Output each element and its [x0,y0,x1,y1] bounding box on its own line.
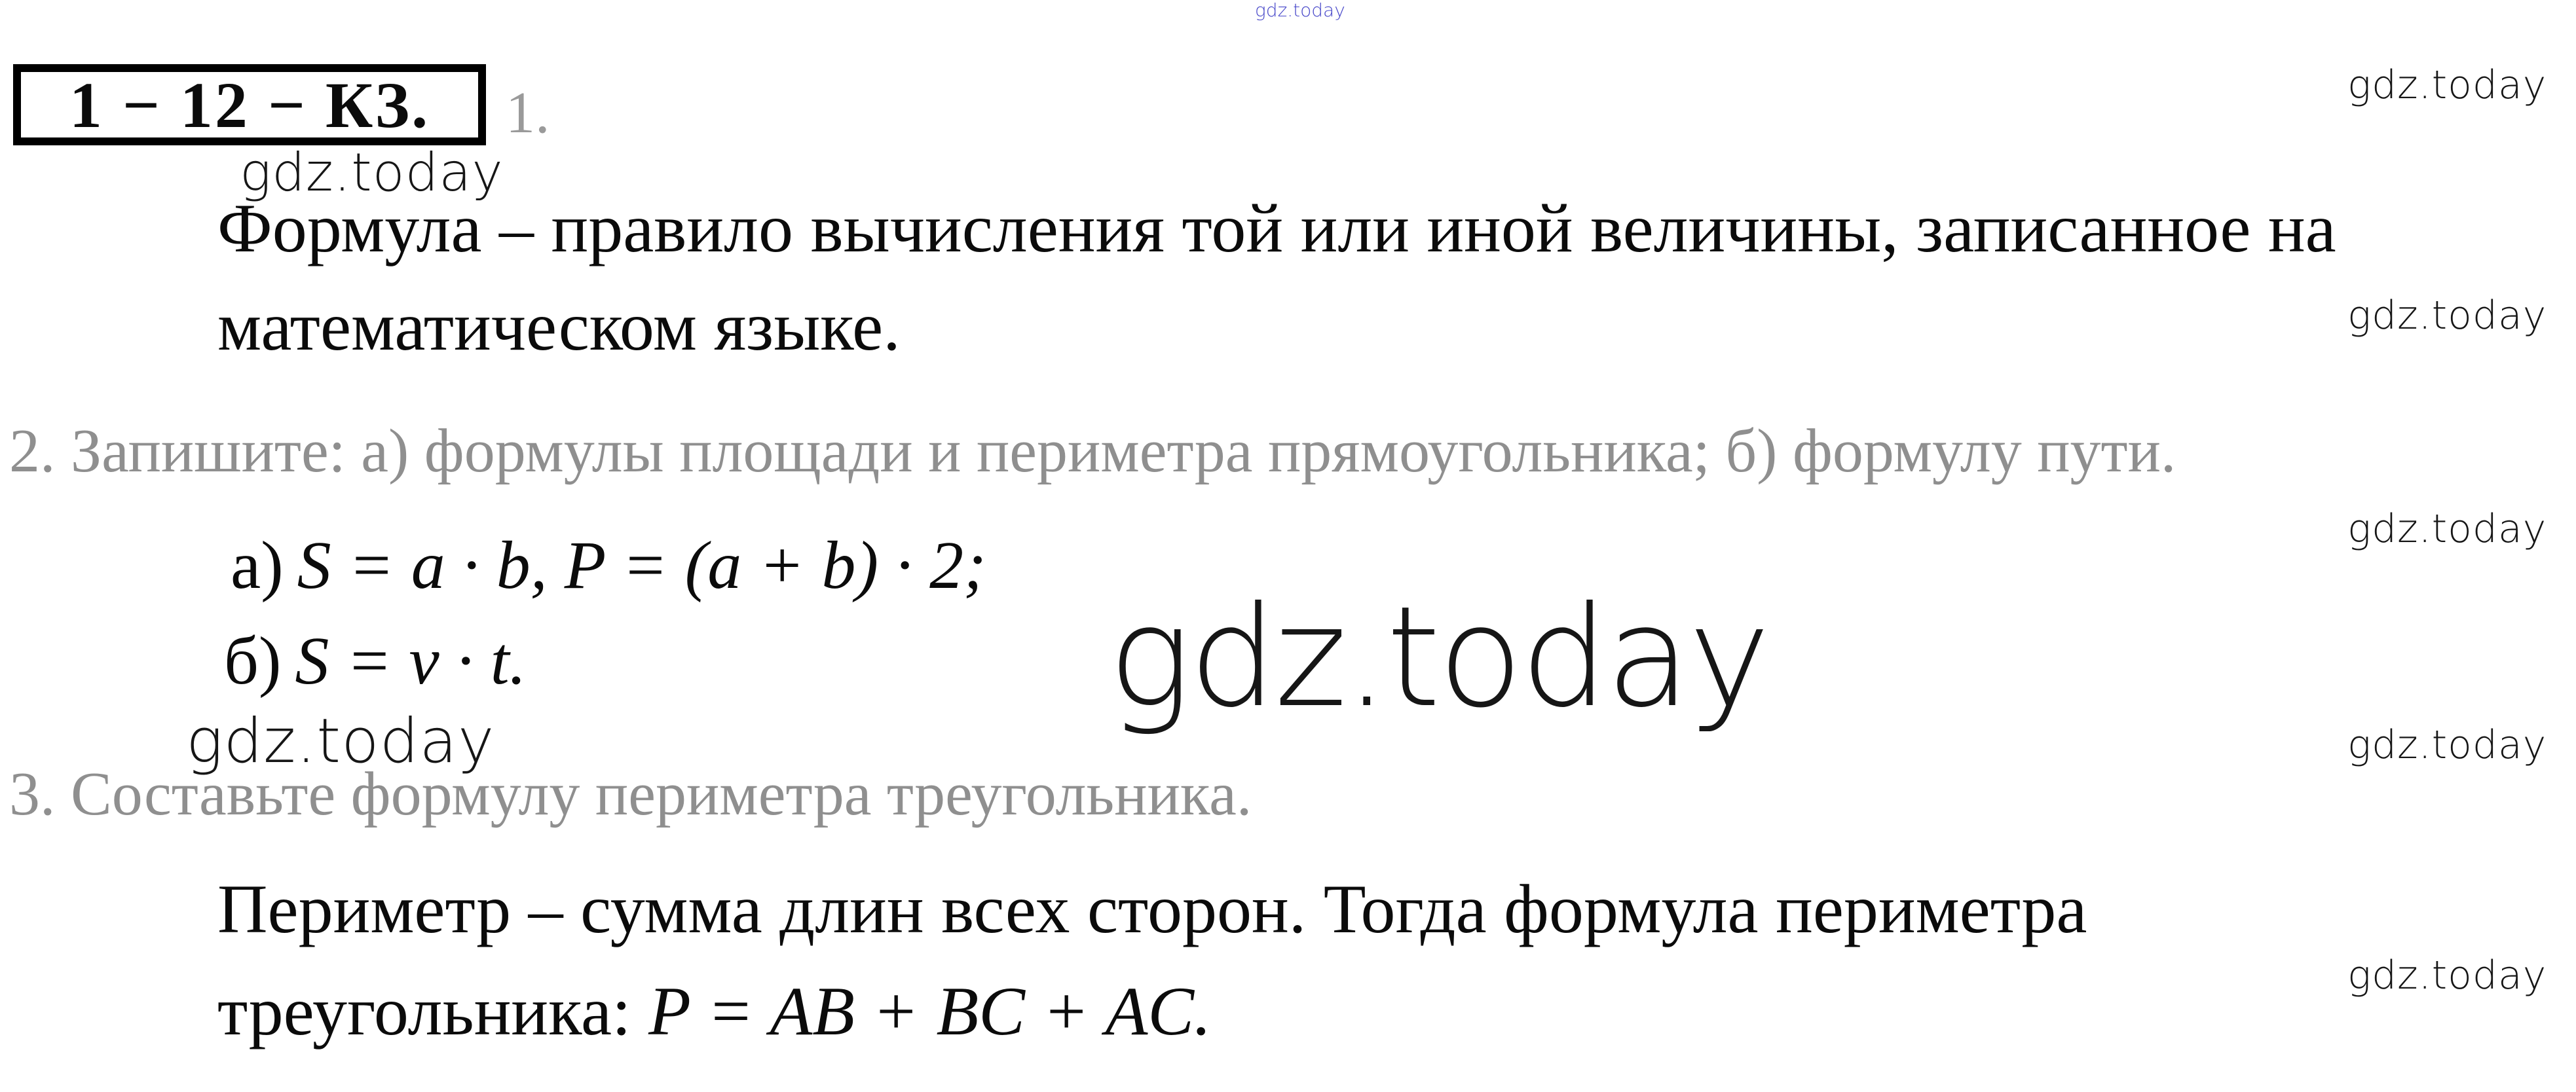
watermark-right-3: gdz.today [2347,506,2547,552]
watermark-under-box: gdz.today [240,142,504,203]
task3-answer-line-1: Периметр – сумма длин всех сторон. Тогда формула периметра [217,871,2087,947]
watermark-right-2: gdz.today [2347,293,2547,338]
watermark-left: gdz.today [186,706,495,777]
definition-line-2: математическом языке. [217,288,901,365]
task2-answer-b [224,623,527,699]
task2-label: 2. Запишите: а) формулы площади и периметра прямоугольника; б) формулу пути. [9,417,2176,485]
exercise-code-box [13,64,486,145]
task1-number: 1. [506,81,550,145]
watermark-center-large: gdz.today [1108,576,1768,738]
answer-a-formula: S = a · b, P = (a + b) · 2; [297,528,986,603]
watermark-right-5: gdz.today [2347,953,2547,998]
exercise-code-label: 1 − 12 − КЗ. [69,68,430,141]
watermark-right-1: gdz.today [2347,62,2547,108]
answer-a-marker: а) [231,528,284,603]
answer-b-formula: S = v · t. [295,623,527,699]
task3-answer-line-2 [217,973,1212,1049]
watermark-right-4: gdz.today [2347,722,2547,768]
task3-answer-formula: P = AB + BC + AC. [648,973,1212,1049]
watermark-top-center: gdz.today [1255,0,1345,21]
task2-answer-a [231,528,986,603]
definition-line-1: Формула – правило вычисления той или иной величины, записанное на [217,190,2336,266]
answer-b-marker: б) [224,623,282,699]
task3-label: 3. Составьте формулу периметра треугольника. [9,760,1252,828]
task3-answer-prefix: треугольника: [217,973,631,1049]
